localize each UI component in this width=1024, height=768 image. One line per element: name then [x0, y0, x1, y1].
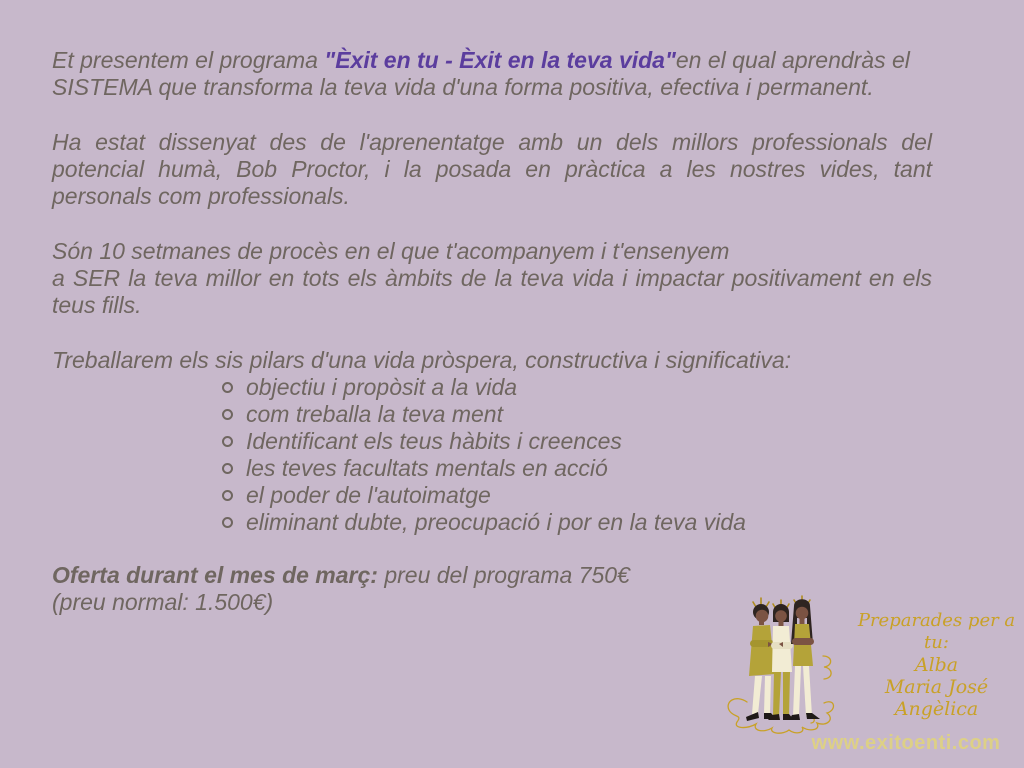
list-item-label: Identificant els teus hàbits i creences	[246, 428, 622, 454]
offer-title: Oferta durant el mes de març:	[52, 562, 378, 588]
offer-normal-price: (preu normal: 1.500€)	[52, 589, 274, 615]
list-item-label: el poder de l'autoimatge	[246, 482, 491, 508]
program-title: "Èxit en tu - Èxit en la teva vida"	[324, 47, 676, 73]
list-item	[222, 482, 932, 509]
list-item	[222, 374, 932, 401]
bullet-circle-icon	[222, 490, 233, 501]
bullet-circle-icon	[222, 382, 233, 393]
signature-name: Angèlica	[894, 698, 979, 720]
weeks-rest: a SER la teva millor en tots els àmbits de la teva vida i impactar positivament en els teus fills.	[52, 265, 932, 318]
bullet-circle-icon	[222, 517, 233, 528]
website-url: www.exitoenti.com	[811, 732, 1001, 754]
list-item-label: com treballa la teva ment	[246, 401, 503, 427]
flyer-text	[52, 47, 932, 644]
bullet-circle-icon	[222, 463, 233, 474]
list-item	[222, 455, 932, 482]
pillars-paragraph: Treballarem els sis pilars d'una vida pròspera, constructiva i significativa:	[52, 347, 791, 373]
offer-price: preu del programa 750€	[377, 562, 630, 588]
signature-block	[844, 610, 1024, 720]
list-item-label: eliminant dubte, preocupació i por en la teva vida	[246, 509, 746, 535]
list-item-label: les teves facultats mentals en acció	[246, 455, 608, 481]
design-paragraph: Ha estat dissenyat des de l'aprenentatge amb un dels millors professionals del potencial humà, Bob Proctor, i la posada en pràctica a les nostres vides, tant personals com professionals.	[52, 129, 932, 209]
list-item	[222, 509, 932, 536]
list-item-label: objectiu i propòsit a la vida	[246, 374, 518, 400]
pillars-list	[222, 374, 932, 536]
signature-intro: Preparades per a tu:	[857, 610, 1016, 653]
bullet-circle-icon	[222, 436, 233, 447]
intro-paragraph	[52, 47, 932, 101]
intro-pre: Et presentem el programa	[52, 47, 325, 73]
signature-name: Maria José	[884, 676, 989, 698]
bullet-circle-icon	[222, 409, 233, 420]
woman-right	[789, 599, 820, 720]
list-item	[222, 428, 932, 455]
list-item	[222, 401, 932, 428]
weeks-line1: Són 10 setmanes de procès en el que t'acompanyem i t'ensenyem	[52, 238, 730, 264]
intro-post: en el qual aprendràs el SISTEMA que transforma la teva vida d'una forma positiva, efectiva i permanent.	[52, 47, 910, 100]
woman-left	[746, 604, 776, 721]
three-women-illustration	[723, 592, 845, 744]
signature-name: Alba	[914, 654, 959, 676]
weeks-paragraph	[52, 238, 932, 319]
